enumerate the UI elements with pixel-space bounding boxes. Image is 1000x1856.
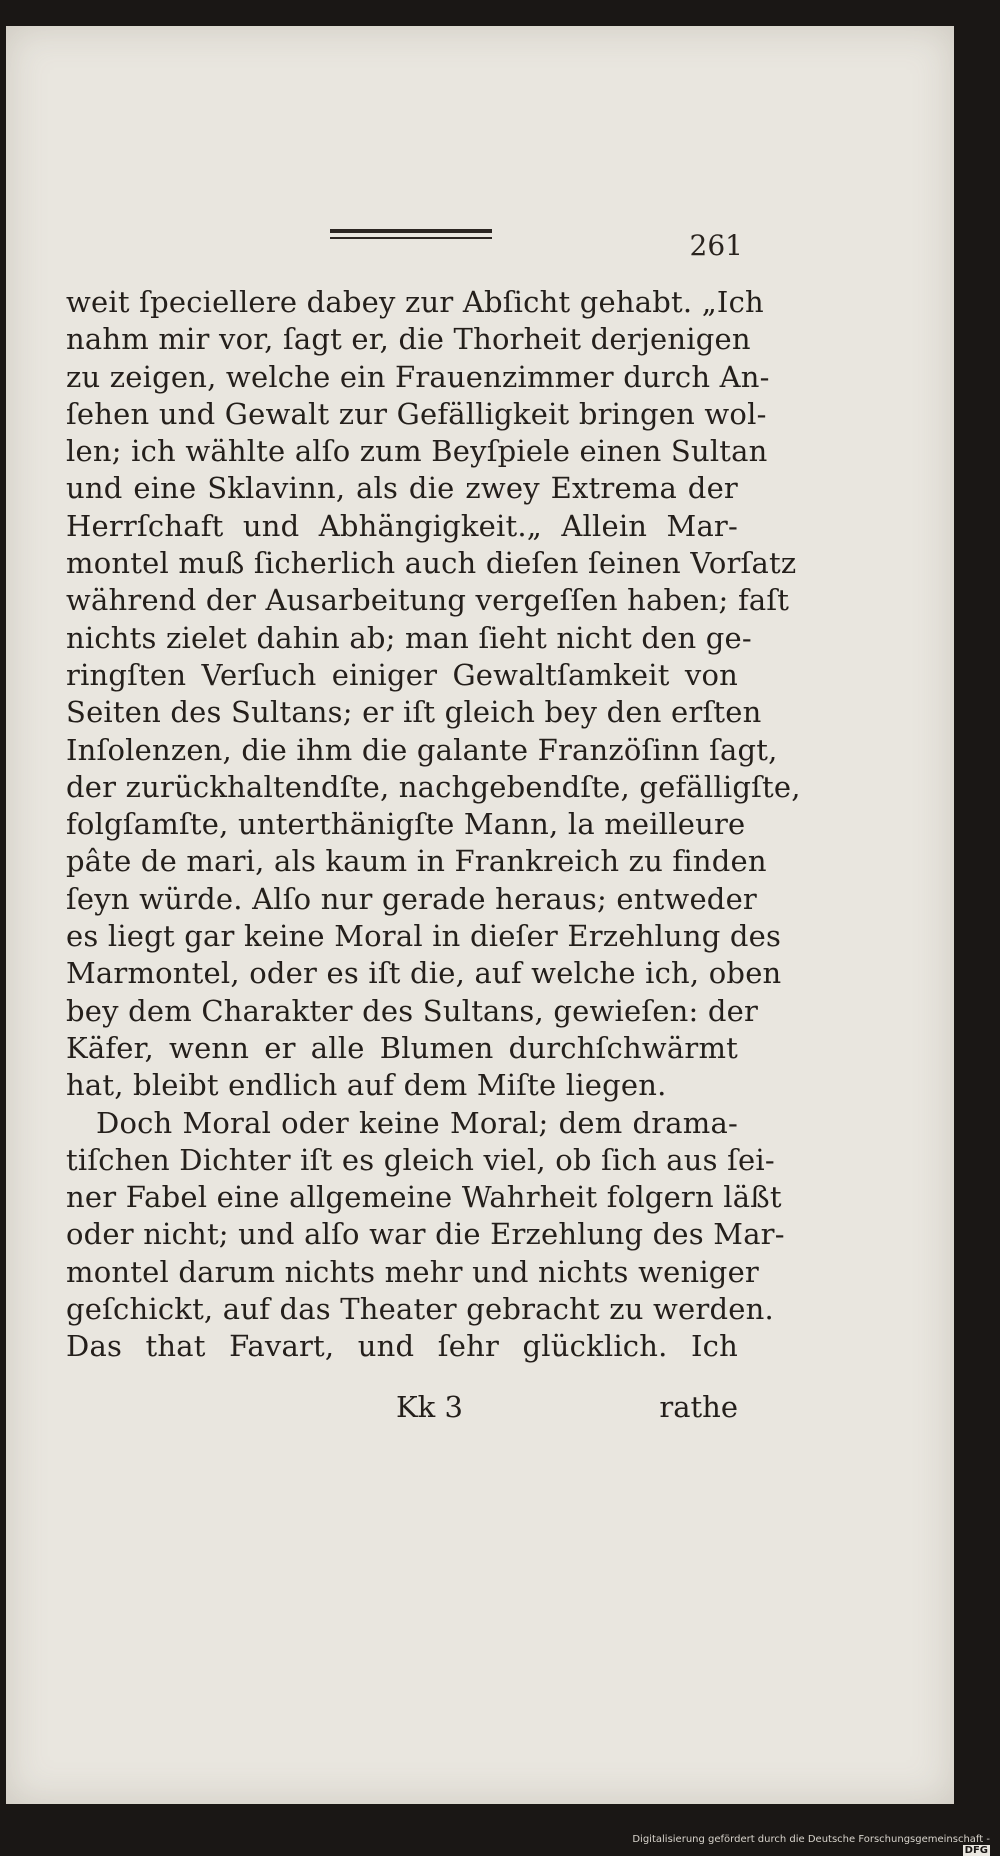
text-line: weit ſpeciellere dabey zur Abſicht gehabt. „Ich xyxy=(66,285,764,319)
text-line: Marmontel, oder es iſt die, auf welche ich, oben xyxy=(66,956,782,991)
text-line: ſeyn würde. Alſo nur gerade heraus; entweder xyxy=(66,881,757,916)
catchword: rathe xyxy=(659,1390,738,1424)
text-line: Inſolenzen, die ihm die galante Franzöſinn ſagt, xyxy=(66,732,778,767)
text-line: es liegt gar keine Moral in dieſer Erzehlung des xyxy=(66,919,782,954)
text-line: len; ich wählte alſo zum Beyſpiele einen Sultan xyxy=(66,434,768,469)
text-line: ner Fabel eine allgemeine Wahrheit folgern läßt xyxy=(66,1180,782,1215)
dfg-logo: DFG xyxy=(964,1845,988,1856)
signature-mark: Kk 3 xyxy=(396,1390,463,1424)
page-foot xyxy=(66,1390,738,1426)
text-line: ſehen und Gewalt zur Gefälligkeit bringen wol- xyxy=(66,396,767,431)
text-line: Seiten des Sultans; er iſt gleich bey den erſten xyxy=(66,695,762,730)
text-line: bey dem Charakter des Sultans, gewieſen: der xyxy=(66,993,759,1028)
text-line: oder nicht; und alſo war die Erzehlung des Mar- xyxy=(66,1217,785,1252)
credit-text: Digitalisierung gefördert durch die Deutsche Forschungsgemeinschaft - xyxy=(632,1834,990,1845)
text-line: nahm mir vor, ſagt er, die Thorheit derjenigen xyxy=(66,322,751,357)
body-text xyxy=(66,284,801,1366)
text-line: und eine Sklavinn, als die zwey Extrema der xyxy=(66,471,738,506)
text-line: Herrſchaft und Abhängigkeit.„ Allein Mar- xyxy=(66,508,738,543)
page-number: 261 xyxy=(689,229,743,262)
text-line: der zurückhaltendſte, nachgebendſte, gefälligſte, xyxy=(66,769,801,804)
text-line: zu zeigen, welche ein Frauenzimmer durch An- xyxy=(66,359,770,394)
text-line: montel muß ſicherlich auch dieſen ſeinen Vorſatz xyxy=(66,546,797,581)
text-line: hat, bleibt endlich auf dem Miſte liegen. xyxy=(66,1068,667,1103)
text-line: folgſamſte, unterthänigſte Mann, la meilleure xyxy=(66,807,746,842)
text-line: pâte de mari, als kaum in Frankreich zu finden xyxy=(66,844,767,879)
text-line: Käfer, wenn er alle Blumen durchſchwärmt xyxy=(66,1030,738,1065)
text-line: geſchickt, auf das Theater gebracht zu werden. xyxy=(66,1292,774,1327)
header-rule xyxy=(330,229,492,239)
text-line: Das that Favart, und ſehr glücklich. Ich xyxy=(66,1329,738,1364)
text-line: nichts zielet dahin ab; man ſieht nicht den ge- xyxy=(66,620,752,655)
text-line: während der Ausarbeitung vergeſſen haben; faſt xyxy=(66,583,790,618)
text-line: tiſchen Dichter iſt es gleich viel, ob ſich aus ſei- xyxy=(66,1142,775,1177)
text-line: montel darum nichts mehr und nichts weniger xyxy=(66,1254,759,1289)
book-page xyxy=(6,26,954,1804)
text-line: Doch Moral oder keine Moral; dem drama- xyxy=(96,1105,738,1140)
text-line: ringſten Verſuch einiger Gewaltſamkeit von xyxy=(66,657,738,692)
